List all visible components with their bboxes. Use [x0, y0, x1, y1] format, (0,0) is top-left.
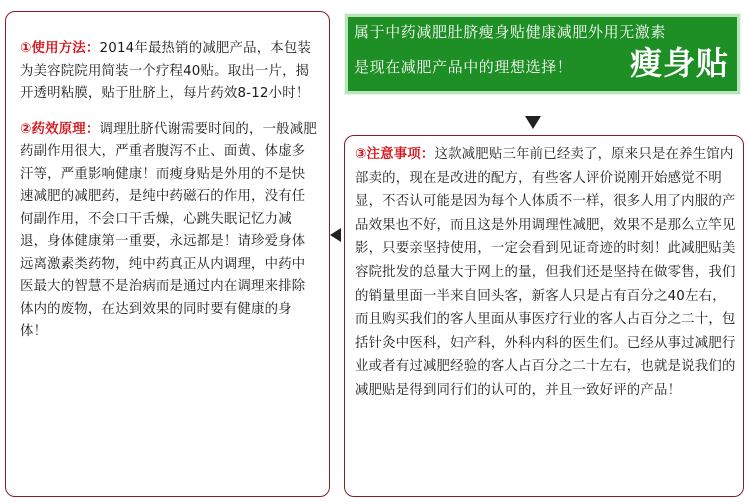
- notes-panel: [344, 135, 744, 497]
- usage-heading: ①使用方法：: [20, 41, 100, 56]
- principle-text: 调理肚脐代谢需要时间的，一般减肥药副作用很大，严重者腹泻不止、面黄、体虚多汗等，严重影响健康！而瘦身贴是外用的不是快速减肥的减肥药，是纯中药磁石的作用，没有任何副作用，不会口干舌燥，心跳失眠记忆力减退，身体健康第一重要，永远都是！请珍爱身体远离激素类药物，纯中药真正从内调理，中药中医最大的智慧不是治病而是通过内在调理来排除体内的废物，在达到效果的同时要有健康的身体！: [20, 121, 317, 339]
- banner-text-line2: 是现在减肥产品中的理想选择！: [354, 58, 573, 76]
- arrow-left-icon: [330, 228, 341, 242]
- banner-title: 瘦身贴: [629, 44, 729, 82]
- promo-banner: [345, 14, 740, 94]
- notes-heading: ③注意事项：: [355, 147, 435, 162]
- notes-text: 这款减肥贴三年前已经卖了，原来只是在养生馆内部卖的，现在是改进的配方，有些客人评价说刚开始感觉不明显，不否认可能是因为每个人体质不一样，很多人用了内服的产品效果也不好，而且这是外用调理性减肥，效果不是那么立竿见影，只要亲坚持使用，一定会看到见证奇迹的时刻！此减肥贴美容院批发的总量大于网上的量，但我们还是坚持在做零售，我们的销量里面一半来自回头客，新客人只是占有百分之40左右，而且购买我们的客人里面从事医疗行业的客人占百分之二十，包括针灸中医科，妇产科，外科内科的医生们。已经从事过减肥行业或者有过减肥经验的客人占百分之二十左右，也就是说我们的减肥贴是得到同行们的认可的，并且一致好评的产品！: [355, 147, 736, 398]
- principle-heading: ②药效原理：: [20, 121, 100, 137]
- banner-text-line1: 属于中药减肥肚脐瘦身贴健康减肥外用无激素: [354, 23, 667, 41]
- usage-paragraph: [20, 38, 317, 106]
- arrow-down-icon: [525, 116, 541, 129]
- principle-paragraph: [20, 119, 317, 344]
- notes-paragraph: [355, 143, 737, 403]
- usage-principle-panel: [5, 11, 330, 497]
- usage-text: 2014年最热销的减肥产品，本包装为美容院院用简装一个疗程40贴。取出一片，揭开透明粘膜，贴于肚脐上，每片药效8-12小时！: [20, 41, 312, 101]
